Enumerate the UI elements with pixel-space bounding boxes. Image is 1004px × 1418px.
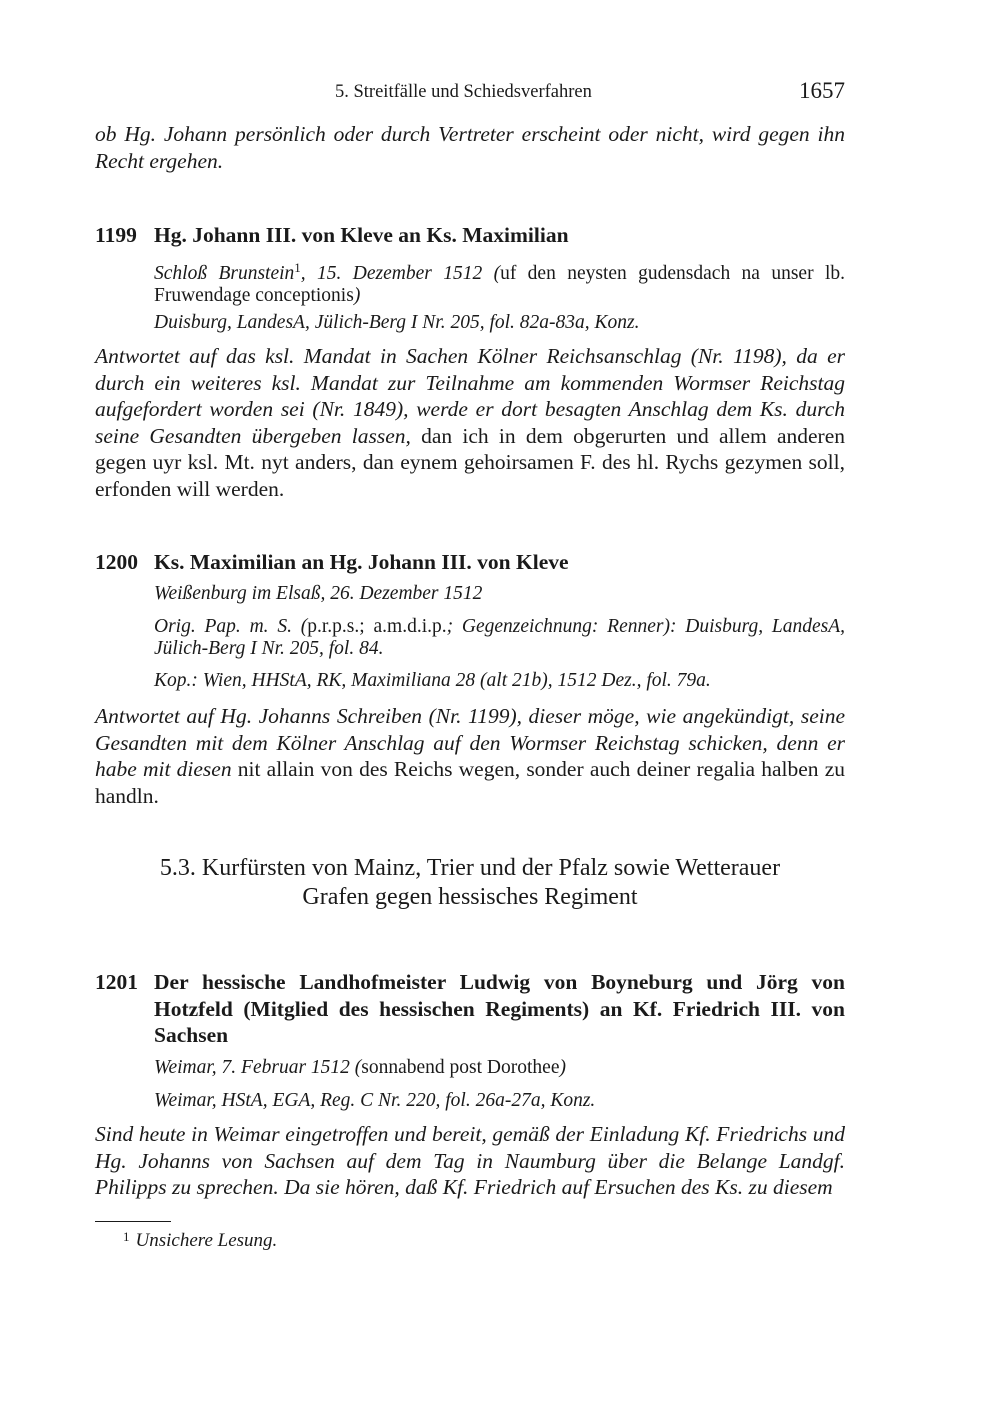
entry-source: Weimar, HStA, EGA, Reg. C Nr. 220, fol. 26a-27a, Konz. — [154, 1090, 596, 1111]
entry-number: 1201 — [95, 970, 138, 994]
date-close: ) — [353, 285, 361, 306]
date-quote: sonnabend post Dorothee — [361, 1057, 560, 1078]
date-quote: uf den neysten gudensdach na unser lb. Fruwendage conceptionis — [154, 263, 845, 306]
summary-regest: Antwortet auf Hg. Johanns Schreiben (Nr. 1199), dieser möge, wie angekündigt, seine Gesandten mit dem Kölner Anschlag auf den Wormser Reichstag schicken, denn er habe mit diesen — [95, 704, 845, 781]
entry-number: 1200 — [95, 550, 138, 574]
page-number: 1657 — [799, 78, 845, 103]
footnote-text: Unsichere Lesung. — [135, 1230, 278, 1251]
entry-summary — [95, 343, 845, 502]
entry-title: Hg. Johann III. von Kleve an Ks. Maximilian — [154, 223, 569, 247]
entry-date-line — [154, 1057, 845, 1079]
footnote-rule — [95, 1221, 171, 1222]
entry-title: Der hessische Landhofmeister Ludwig von Boyneburg und Jörg von Hotzfeld (Mitglied des hessischen Regiments) an Kf. Friedrich III. von Sachsen — [154, 970, 845, 1047]
entry-title: Ks. Maximilian an Hg. Johann III. von Kleve — [154, 550, 569, 574]
summary-quote: nit allain von des Reichs wegen, sonder auch deiner regalia halben zu handln. — [95, 757, 845, 808]
entry-date-line: Weißenburg im Elsaß, 26. Dezember 1512 — [154, 583, 483, 604]
section-heading-line: Grafen gegen hessisches Regiment — [302, 883, 638, 910]
running-head — [95, 80, 845, 106]
section-heading-line: 5.3. Kurfürsten von Mainz, Trier und der Pfalz sowie Wetterauer — [159, 855, 781, 881]
entry-source: Duisburg, LandesA, Jülich-Berg I Nr. 205, fol. 82a-83a, Konz. — [154, 312, 640, 333]
entry-original — [154, 616, 845, 660]
orig-rest: ; Gegenzeichnung: Renner): Duisburg, LandesA, Jülich-Berg I Nr. 205, fol. 84. — [154, 616, 846, 659]
summary-quote: dan ich in dem obgerurten und allem anderen gegen uyr ksl. Mt. nyt anders, dan eynem gehoirsamen F. des hl. Rychs gezymen soll, erfonden will werden. — [95, 423, 845, 501]
running-title: 5. Streitfälle und Schiedsverfahren — [335, 82, 592, 102]
footnote-reference: 1 — [294, 260, 301, 275]
footnote-mark: 1 — [123, 1229, 130, 1244]
footnote — [123, 1229, 277, 1252]
section-heading — [95, 854, 845, 911]
summary-regest: Antwortet auf das ksl. Mandat in Sachen Kölner Reichsanschlag (Nr. 1198), da er durch ein weiteres ksl. Mandat zur Teilnahme am kommenden Wormser Reichstag aufgefordert worden sei (Nr. 1849), werde er dort besagten Anschlag dem Ks. durch seine Gesandten übergeben lassen, — [95, 344, 845, 448]
date-close: ) — [559, 1057, 566, 1078]
orig-text: Orig. Pap. m. S. ( — [154, 616, 308, 637]
intro-paragraph: ob Hg. Johann persönlich oder durch Vertreter erscheint oder nicht, wird gegen ihn Recht ergehen. — [95, 122, 845, 173]
date-place: Schloß Brunstein — [154, 263, 295, 284]
date-text: , 15. Dezember 1512 ( — [300, 263, 501, 284]
entry-number: 1199 — [95, 223, 137, 247]
date-text: Weimar, 7. Februar 1512 ( — [154, 1057, 362, 1078]
orig-abbr-2: a.m.d.i.p. — [364, 616, 447, 637]
entry-copy: Kop.: Wien, HHStA, RK, Maximiliana 28 (alt 21b), 1512 Dez., fol. 79a. — [154, 670, 711, 691]
entry-date-line — [154, 257, 845, 307]
orig-abbr: p.r.p.s.; — [307, 616, 365, 637]
entry-summary — [95, 703, 845, 809]
entry-summary: Sind heute in Weimar eingetroffen und bereit, gemäß der Einladung Kf. Friedrichs und Hg. Johanns von Sachsen auf dem Tag in Naumburg über die Belange Landgf. Philipps zu sprechen. Da sie hören, daß Kf. Friedrich auf Ersuchen des Ks. zu diesem — [95, 1122, 845, 1199]
